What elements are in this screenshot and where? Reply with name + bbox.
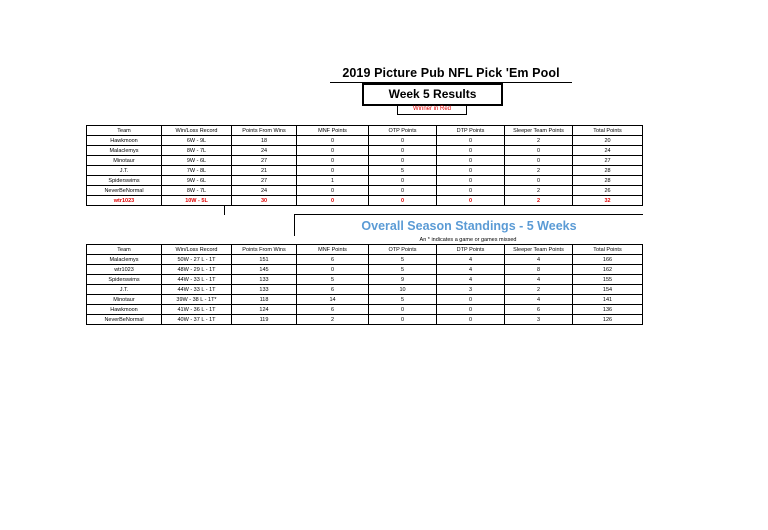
column-header: Total Points <box>573 126 643 136</box>
table-cell: 0 <box>297 265 369 275</box>
table-cell: 124 <box>232 305 297 315</box>
table-row <box>87 186 643 196</box>
table-cell: 2 <box>505 196 573 206</box>
table-cell: 0 <box>297 156 369 166</box>
table-cell: 14 <box>297 295 369 305</box>
table-row <box>87 305 643 315</box>
table-cell: 0 <box>369 176 437 186</box>
column-header: MNF Points <box>297 245 369 255</box>
table-cell: 6 <box>297 255 369 265</box>
table-cell: 0 <box>437 166 505 176</box>
table-cell: 40W - 37 L - 1T <box>162 315 232 325</box>
table-cell: 24 <box>232 186 297 196</box>
column-header: Sleeper Team Points <box>505 126 573 136</box>
table-cell: 9 <box>369 275 437 285</box>
column-header: DTP Points <box>437 245 505 255</box>
table-cell: 8 <box>505 265 573 275</box>
table-cell: 0 <box>437 176 505 186</box>
table-cell: 24 <box>232 146 297 156</box>
week-results-title: Week 5 Results <box>362 83 503 106</box>
table-cell: 5 <box>369 166 437 176</box>
column-header: OTP Points <box>369 245 437 255</box>
table-cell: 0 <box>297 196 369 206</box>
table-cell: 4 <box>437 265 505 275</box>
table-cell: NeverBeNormal <box>87 186 162 196</box>
table-cell: 6W - 9L <box>162 136 232 146</box>
table-cell: 145 <box>232 265 297 275</box>
table-cell: 2 <box>297 315 369 325</box>
table-cell: 26 <box>573 186 643 196</box>
table-cell: 0 <box>505 146 573 156</box>
table-row <box>87 255 643 265</box>
column-header: DTP Points <box>437 126 505 136</box>
table-cell: wtr1023 <box>87 196 162 206</box>
table-cell: 162 <box>573 265 643 275</box>
table-cell: Minotaur <box>87 295 162 305</box>
table-cell: 119 <box>232 315 297 325</box>
table-cell: 28 <box>573 166 643 176</box>
table-cell: 6 <box>505 305 573 315</box>
column-header: Sleeper Team Points <box>505 245 573 255</box>
table-cell: 0 <box>369 315 437 325</box>
table-cell: 7W - 8L <box>162 166 232 176</box>
table-cell: J.T. <box>87 166 162 176</box>
table-cell: Hawkmoon <box>87 305 162 315</box>
table-cell: 20 <box>573 136 643 146</box>
table-cell: 5 <box>297 275 369 285</box>
table-cell: 3 <box>437 285 505 295</box>
table-cell: Spiderswims <box>87 176 162 186</box>
table-cell: 27 <box>573 156 643 166</box>
table-cell: 0 <box>297 166 369 176</box>
table-row <box>87 146 643 156</box>
table-cell: 0 <box>437 305 505 315</box>
table-cell: 133 <box>232 275 297 285</box>
table-cell: 0 <box>505 156 573 166</box>
table-cell: 151 <box>232 255 297 265</box>
table-cell: 0 <box>369 196 437 206</box>
table-cell: 9W - 6L <box>162 176 232 186</box>
table-cell: 4 <box>437 255 505 265</box>
table-cell: 2 <box>505 285 573 295</box>
season-standings-table <box>86 244 643 325</box>
column-header: Total Points <box>573 245 643 255</box>
table-cell: 126 <box>573 315 643 325</box>
table-cell: 0 <box>437 315 505 325</box>
table-cell: 0 <box>369 156 437 166</box>
table-cell: 141 <box>573 295 643 305</box>
column-header: Win/Loss Record <box>162 245 232 255</box>
table-cell: 10 <box>369 285 437 295</box>
week-results-table <box>86 125 643 206</box>
table-cell: 0 <box>369 305 437 315</box>
table-row <box>87 156 643 166</box>
table-cell: 0 <box>437 186 505 196</box>
table-cell: 5 <box>369 255 437 265</box>
table-cell: 30 <box>232 196 297 206</box>
table-header-row <box>87 126 643 136</box>
table-cell: 4 <box>505 295 573 305</box>
table-cell: 118 <box>232 295 297 305</box>
table-cell: 44W - 33 L - 1T <box>162 285 232 295</box>
table-cell: 50W - 27 L - 1T <box>162 255 232 265</box>
table-cell: NeverBeNormal <box>87 315 162 325</box>
table-cell: Hawkmoon <box>87 136 162 146</box>
table-cell: 136 <box>573 305 643 315</box>
table-cell: 1 <box>297 176 369 186</box>
table-cell: 8W - 7L <box>162 146 232 156</box>
column-header: Team <box>87 126 162 136</box>
table-cell: 18 <box>232 136 297 146</box>
table-cell: 155 <box>573 275 643 285</box>
table-cell: 48W - 29 L - 1T <box>162 265 232 275</box>
table-cell: 32 <box>573 196 643 206</box>
column-header: Points From Wins <box>232 245 297 255</box>
table-cell: 9W - 6L <box>162 156 232 166</box>
column-header: Team <box>87 245 162 255</box>
table-cell: 10W - 5L <box>162 196 232 206</box>
table-cell: 27 <box>232 176 297 186</box>
divider-line <box>224 205 225 215</box>
table-row <box>87 136 643 146</box>
table-cell: 39W - 38 L - 1T* <box>162 295 232 305</box>
table-cell: wtr1023 <box>87 265 162 275</box>
table-cell: 5 <box>369 295 437 305</box>
standings-note: An * indicates a game or games missed <box>419 237 517 243</box>
winner-note: Winner in Red <box>397 104 467 115</box>
table-row <box>87 196 643 206</box>
table-row <box>87 295 643 305</box>
table-cell: Malaclemys <box>87 255 162 265</box>
table-cell: 27 <box>232 156 297 166</box>
table-cell: 0 <box>369 186 437 196</box>
table-cell: Spiderswims <box>87 275 162 285</box>
table-cell: 2 <box>505 166 573 176</box>
table-cell: 21 <box>232 166 297 176</box>
table-cell: 5 <box>369 265 437 275</box>
table-row <box>87 315 643 325</box>
table-cell: 2 <box>505 136 573 146</box>
table-cell: 6 <box>297 305 369 315</box>
table-cell: 0 <box>297 186 369 196</box>
table-cell: 0 <box>369 146 437 156</box>
table-cell: 0 <box>505 176 573 186</box>
table-row <box>87 285 643 295</box>
table-row <box>87 275 643 285</box>
table-cell: 133 <box>232 285 297 295</box>
table-cell: 166 <box>573 255 643 265</box>
table-cell: 2 <box>505 186 573 196</box>
table-cell: Minotaur <box>87 156 162 166</box>
table-row <box>87 176 643 186</box>
table-cell: 8W - 7L <box>162 186 232 196</box>
table-cell: 44W - 33 L - 1T <box>162 275 232 285</box>
table-cell: 0 <box>437 156 505 166</box>
table-row <box>87 265 643 275</box>
table-cell: Malaclemys <box>87 146 162 156</box>
table-cell: 0 <box>297 146 369 156</box>
table-cell: 6 <box>297 285 369 295</box>
table-cell: 4 <box>505 255 573 265</box>
table-cell: 24 <box>573 146 643 156</box>
table-cell: 0 <box>437 136 505 146</box>
table-cell: 154 <box>573 285 643 295</box>
table-cell: 28 <box>573 176 643 186</box>
table-cell: 41W - 36 L - 1T <box>162 305 232 315</box>
table-cell: 4 <box>437 275 505 285</box>
table-cell: 0 <box>437 146 505 156</box>
pool-title: 2019 Picture Pub NFL Pick 'Em Pool <box>342 66 560 80</box>
column-header: MNF Points <box>297 126 369 136</box>
standings-title: Overall Season Standings - 5 Weeks <box>294 214 643 236</box>
table-cell: 0 <box>437 295 505 305</box>
table-cell: 0 <box>297 136 369 146</box>
table-cell: 0 <box>437 196 505 206</box>
table-cell: 3 <box>505 315 573 325</box>
column-header: Points From Wins <box>232 126 297 136</box>
table-cell: 0 <box>369 136 437 146</box>
table-cell: J.T. <box>87 285 162 295</box>
table-row <box>87 166 643 176</box>
column-header: OTP Points <box>369 126 437 136</box>
column-header: Win/Loss Record <box>162 126 232 136</box>
table-header-row <box>87 245 643 255</box>
table-cell: 4 <box>505 275 573 285</box>
